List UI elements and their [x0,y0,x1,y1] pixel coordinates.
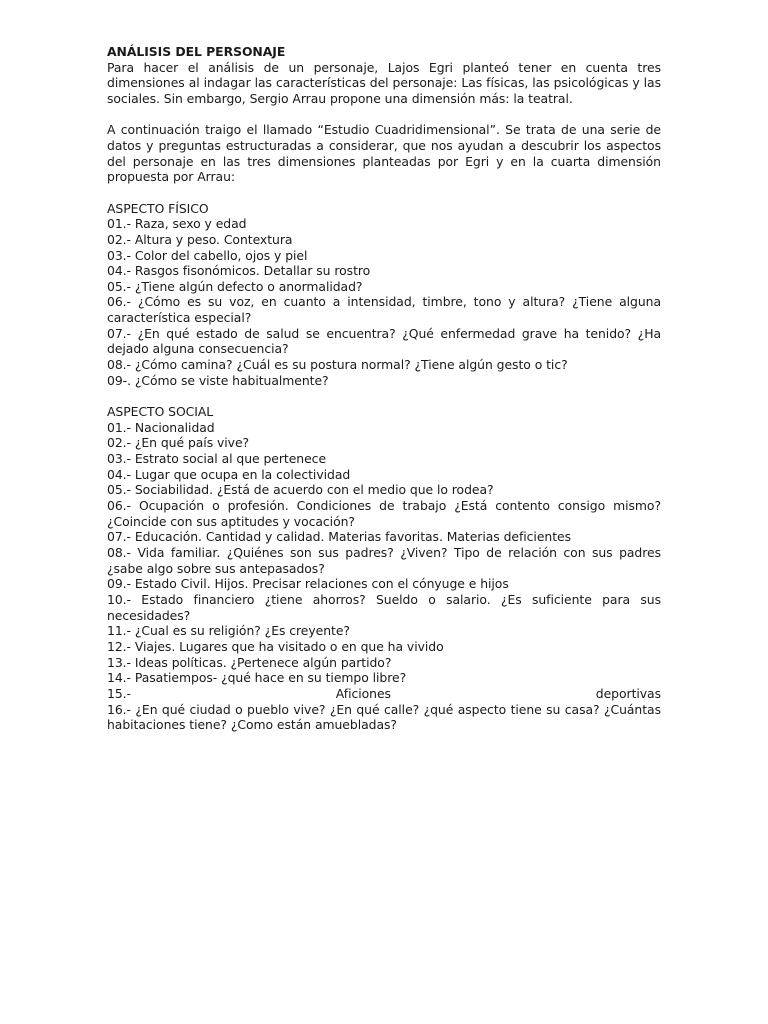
list-item: 15.- Aficiones deportivas [107,685,661,701]
list-item: 05.- ¿Tiene algún defecto o anormalidad? [107,278,363,294]
section-heading: ASPECTO FÍSICO [107,200,209,216]
list-item: 02.- ¿En qué país vive? [107,435,250,451]
list-item: 09.- Estado Civil. Hijos. Precisar relaciones con el cónyuge e hijos [107,576,509,592]
intro-paragraph: Para hacer el análisis de un personaje, Lajos Egri planteó tener en cuenta tres dimensiones al indagar las características del personaje: Las físicas, las psicológicas y las sociales. Sin embargo, Sergio Arrau propone una dimensión más: la teatral. [107,59,661,106]
list-item: 04.- Rasgos fisonómicos. Detallar su rostro [107,263,371,279]
list-item: 04.- Lugar que ocupa en la colectividad [107,466,351,482]
spacer [107,185,661,201]
list-item: 11.- ¿Cual es su religión? ¿Es creyente? [107,623,350,639]
list-item: 06.- ¿Cómo es su voz, en cuanto a intensidad, timbre, tono y altura? ¿Tiene alguna característica especial? [107,294,661,326]
list-item: 16.- ¿En qué ciudad o pueblo vive? ¿En qué calle? ¿qué aspecto tiene su casa? ¿Cuántas habitaciones tiene? ¿Como están amuebladas? [107,701,661,733]
list-item: 14.- Pasatiempos- ¿qué hace en su tiempo libre? [107,670,407,686]
list-item: 05.- Sociabilidad. ¿Está de acuerdo con el medio que lo rodea? [107,482,494,498]
list-item: 01.- Nacionalidad [107,419,215,435]
document-title: ANÁLISIS DEL PERSONAJE [107,44,286,59]
document-page [107,44,661,733]
section-heading: ASPECTO SOCIAL [107,404,214,420]
spacer [107,388,661,404]
list-item: 10.- Estado financiero ¿tiene ahorros? Sueldo o salario. ¿Es suficiente para sus necesidades? [107,591,661,623]
spacer [107,107,661,123]
study-paragraph: A continuación traigo el llamado “Estudio Cuadridimensional”. Se trata de una serie de datos y preguntas estructuradas a considerar, que nos ayudan a descubrir los aspectos del personaje en las tres dimensiones planteadas por Egri y en la cuarta dimensión propuesta por Arrau: [107,122,661,185]
list-item: 01.- Raza, sexo y edad [107,216,247,232]
list-item: 07.- Educación. Cantidad y calidad. Materias favoritas. Materias deficientes [107,529,571,545]
list-item: 03.- Estrato social al que pertenece [107,451,327,467]
list-item: 07.- ¿En qué estado de salud se encuentra? ¿Qué enfermedad grave ha tenido? ¿Ha dejado alguna consecuencia? [107,325,661,357]
list-item: 12.- Viajes. Lugares que ha visitado o en que ha vivido [107,638,444,654]
section-physical [107,201,661,389]
list-item: 08.- ¿Cómo camina? ¿Cuál es su postura normal? ¿Tiene algún gesto o tic? [107,357,568,373]
list-item: 13.- Ideas políticas. ¿Pertenece algún partido? [107,654,392,670]
list-item: 03.- Color del cabello, ojos y piel [107,247,308,263]
list-item: 06.- Ocupación o profesión. Condiciones de trabajo ¿Está contento consigo mismo? ¿Coincide con sus aptitudes y vocación? [107,497,661,529]
list-item: 09-. ¿Cómo se viste habitualmente? [107,372,329,388]
list-item: 02.- Altura y peso. Contextura [107,231,293,247]
list-item: 08.- Vida familiar. ¿Quiénes son sus padres? ¿Viven? Tipo de relación con sus padres ¿sabe algo sobre sus antepasados? [107,544,661,576]
section-social [107,404,661,733]
